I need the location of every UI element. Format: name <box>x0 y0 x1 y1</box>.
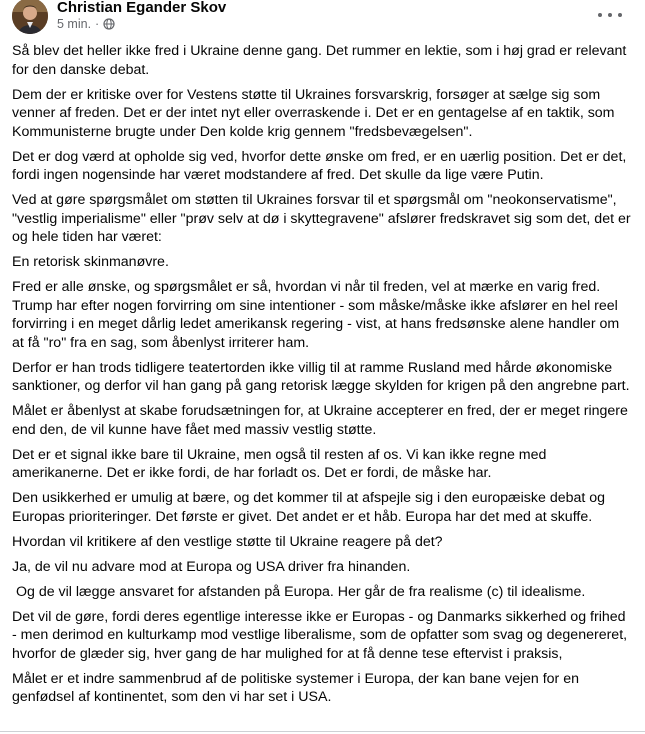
post-paragraph: Dem der er kritiske over for Vestens støtte til Ukraines forsvarskrig, forsøger at sælge sig som venner af freden. Det er der intet nyt eller overraskende i. Det er en gentagelse af en taktik, som Kommunisterne brugte under Den kolde krig gennem "fredsbevægelsen". <box>12 86 615 140</box>
post-divider <box>0 731 645 732</box>
more-dot <box>618 13 622 17</box>
post-paragraph: Den usikkerhed er umulig at bære, og det kommer til at afspejle sig i den europæiske debat og Europas prioriteringer. Det første er givet. Det andet er et håb. Europa har det med at skuffe. <box>12 490 606 525</box>
post-paragraph: En retorisk skinmanøvre. <box>12 254 169 270</box>
globe-icon[interactable] <box>103 18 115 30</box>
post-meta <box>57 17 115 31</box>
post-paragraph: Ved at gøre spørgsmålet om støtten til Ukraines forsvar til et spørgsmål om "neokonservatisme", "vestlig imperialisme" eller "prøv selv at dø i skyttegravene" afslører fredskravet sig som det, det er og hele tiden har været: <box>12 192 631 245</box>
post-paragraph: Målet er et indre sammenbrud af de politiske systemer i Europa, der kan bane vejen for en genfødsel af kontinentet, som den vi har set i USA. <box>12 670 580 705</box>
meta-separator: · <box>95 17 100 31</box>
post-header <box>0 0 645 40</box>
post-paragraph: Derfor er han trods tidligere teatertorden ikke villig til at ramme Rusland med hårde økonomiske sanktioner, og derfor vil han gang på gang retorisk lægge skylden for krigen på den angrebne part. <box>12 359 630 394</box>
post-paragraph: Og de vil lægge ansvaret for afstanden på Europa. Her går de fra realisme (c) til idealisme. <box>12 583 586 600</box>
author-avatar[interactable] <box>12 0 48 34</box>
more-dot <box>598 13 602 17</box>
post-paragraph: Det vil de gøre, fordi deres egentlige interesse ikke er Europas - og Danmarks sikkerhed og frihed - men derimod en kulturkamp mod vestlige liberalisme, som de opfatter som svag og degenereret, hvorfor de glæder sig, hver gang de har mulighed for at få denne tese eftervist i praksis, <box>12 608 628 662</box>
more-options-icon[interactable] <box>598 8 622 22</box>
post-body <box>12 42 632 713</box>
post-paragraph: Ja, de vil nu advare mod at Europa og USA driver fra hinanden. <box>12 558 411 575</box>
more-dot <box>608 13 612 17</box>
post-paragraph: Målet er åbenlyst at skabe forudsætningen for, at Ukraine accepterer en fred, der er meget ringere end den, de vil kunne have fået med massiv vestlig støtte. <box>12 403 628 438</box>
post-paragraph: Så blev det heller ikke fred i Ukraine denne gang. Det rummer en lektie, som i høj grad er relevant for den danske debat. <box>12 43 627 78</box>
post-paragraph: Det er dog værd at opholde sig ved, hvorfor dette ønske om fred, er en uærlig position. Det er det, fordi ingen nogensinde har været modstandere af fred. Det skulle da lige være Putin. <box>12 148 627 183</box>
post-timestamp[interactable]: 5 min. <box>57 17 92 31</box>
post-paragraph: Hvordan vil kritikere af den vestlige støtte til Ukraine reagere på det? <box>12 533 443 550</box>
post-paragraph: Fred er alle ønske, og spørgsmålet er så, hvordan vi når til freden, vel at mærke en varig fred. Trump har efter nogen forvirring om sine intentioner - som måske/måske ikke afslører en hel reel forvirring i en meget dårlig ledet amerikansk regering - vist, at hans fredsønske alene handler om at få "ro" fra en sag, som åbenlyst irriterer ham. <box>12 279 620 351</box>
author-name[interactable]: Christian Egander Skov <box>57 0 227 16</box>
post-paragraph: Det er et signal ikke bare til Ukraine, men også til resten af os. Vi kan ikke regne med amerikanerne. Det er ikke fordi, de har forladt os. Det er fordi, de måske har. <box>12 446 547 481</box>
